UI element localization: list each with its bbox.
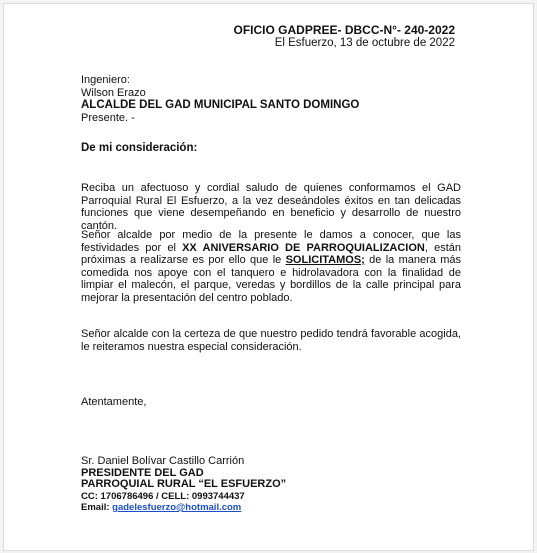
signer-name: Sr. Daniel Bolívar Castillo Carrión — [81, 455, 245, 467]
paragraph-request-text-2: , están próximas a realizarse es por ello que le — [81, 241, 461, 266]
email-label: Email: — [81, 502, 113, 513]
salutation: De mi consideración: — [81, 142, 198, 154]
paragraph-request-text-1: Señor alcalde por medio de la presente le damos a conocer, que las festividades por el — [81, 229, 461, 254]
recipient-presente: Presente. - — [81, 111, 135, 124]
document-page — [3, 3, 534, 551]
paragraph-request-text-3: de la manera más comedida nos apoye con el tanquero e hidrolavadora con la finalidad de limpiar el malecón, el parque, veredas y bordillos de la calle principal para mejorar la presentación del centro poblado. — [81, 254, 461, 304]
office-reference: OFICIO GADPREE- DBCC-N°- 240-2022 — [233, 23, 455, 37]
paragraph-greeting: Reciba un afectuoso y cordial saludo de quienes conformamos el GAD Parroquial Rural El Esfuerzo, a la vez deseándoles éxitos en tan delicadas funciones que viene desempeñando en beneficio y desarrollo de nuestro cantón. — [81, 182, 461, 232]
email-link[interactable]: gadelesfuerzo@hotmail.com — [112, 502, 242, 513]
paragraph-closing-remark: Señor alcalde con la certeza de que nuestro pedido tendrá favorable acogida, le reiteramos nuestra especial consideración. — [81, 328, 461, 353]
signature-block — [81, 456, 461, 514]
anniversary-highlight: XX ANIVERSARIO DE PARROQUIALIZACION — [182, 241, 425, 254]
letter-header — [233, 24, 455, 50]
recipient-title: Ingeniero: — [81, 74, 130, 86]
closing: Atentamente, — [81, 396, 147, 408]
signer-organization: PARROQUIAL RURAL “EL ESFUERZO” — [81, 478, 287, 490]
recipient-name: Wilson Erazo — [81, 86, 146, 99]
recipient-position: ALCALDE DEL GAD MUNICIPAL SANTO DOMINGO — [81, 99, 360, 111]
request-keyword: SOLICITAMOS; — [285, 254, 365, 266]
signer-contact: CC: 1706786496 / CELL: 0993744437 — [81, 490, 245, 502]
paragraph-request — [81, 229, 461, 304]
signer-role: PRESIDENTE DEL GAD — [81, 466, 204, 479]
signer-email-line — [81, 502, 461, 514]
recipient-block — [81, 74, 461, 124]
place-date: El Esfuerzo, 13 de octubre de 2022 — [274, 37, 455, 49]
